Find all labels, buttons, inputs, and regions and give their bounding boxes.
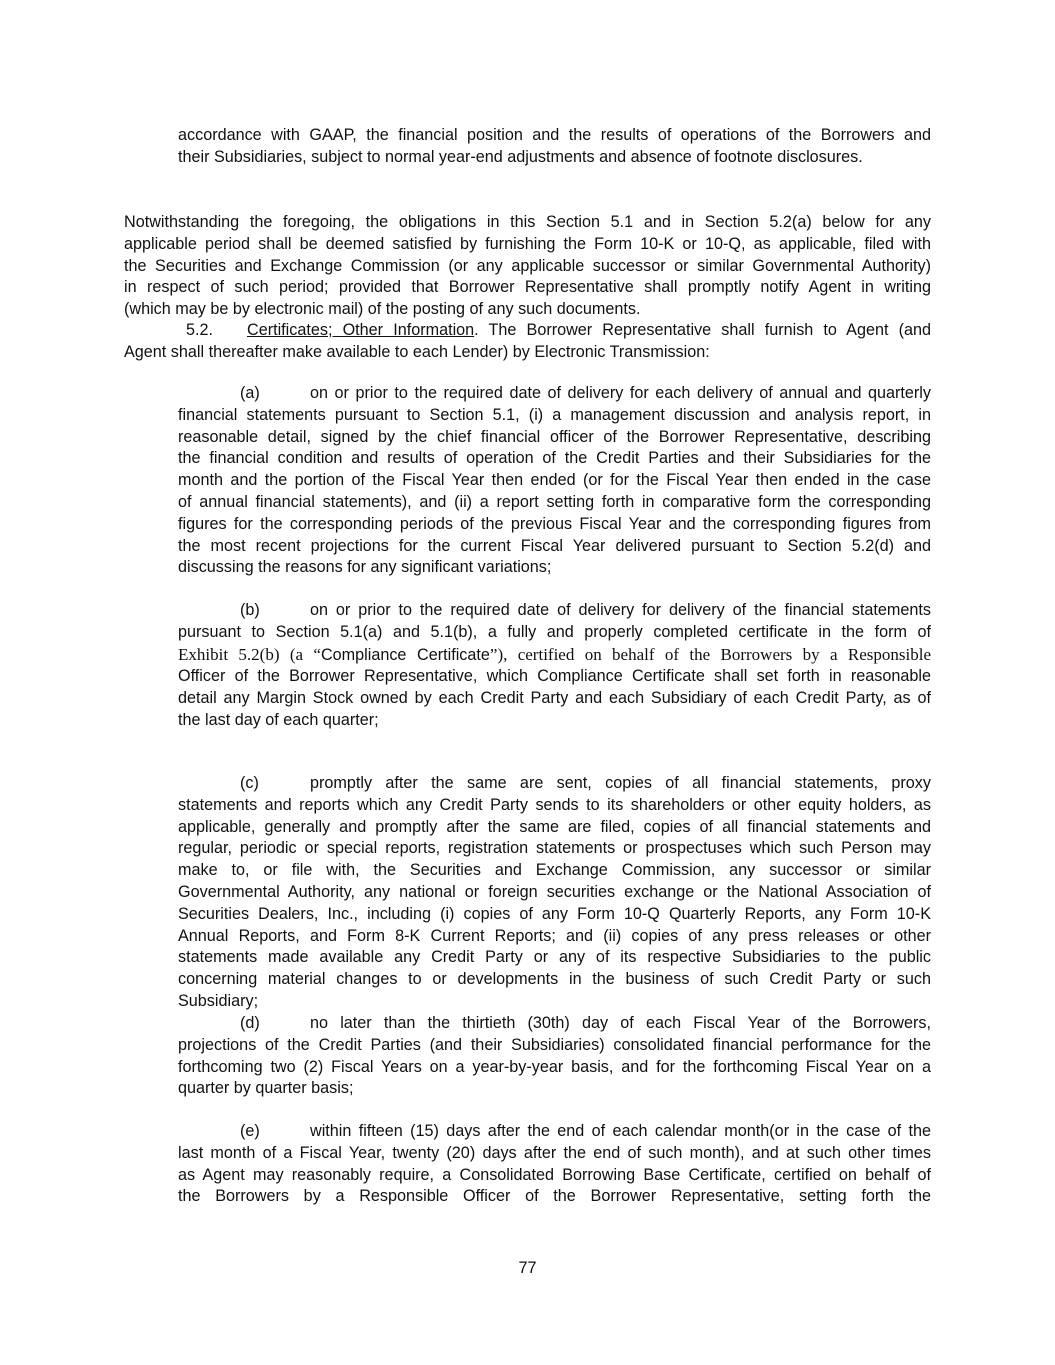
item-e-paragraph [178,1121,931,1208]
text-line: the Borrowers by a Responsible Officer of the Borrower Representative, setting forth the [178,1187,931,1206]
text-line: the Securities and Exchange Commission (or any applicable successor or similar Governmental Authority) [124,256,931,275]
item-first-line [178,773,931,795]
item-first-text: on or prior to the required date of delivery for each delivery of annual and quarterly [310,384,931,402]
text-line: month and the portion of the Fiscal Year then ended (or for the Fiscal Year then ended in the case [178,471,931,490]
exhibit-reference: Exhibit 5.2(b) (a “ [178,644,321,664]
item-first-text: promptly after the same are sent, copies of all financial statements, proxy [310,774,931,792]
text-line: make to, or file with, the Securities and Exchange Commission, any successor or similar [178,861,931,880]
text-line: applicable, generally and promptly after the same are filed, copies of all financial statements and [178,817,931,836]
defined-term: Compliance Certificate [320,645,490,664]
text-line: figures for the corresponding periods of the previous Fiscal Year and the corresponding figures from [178,514,931,533]
item-first-line [178,1013,931,1035]
text-line: Governmental Authority, any national or foreign securities exchange or the National Association of [178,882,931,901]
text-line: concerning material changes to or developments in the business of such Credit Party or such [178,970,931,989]
text-line: regular, periodic or special reports, registration statements or prospectuses which such Person may [178,839,931,858]
exhibit-continuation: ”), certified on behalf of the Borrowers by a Responsible [489,644,931,664]
text-line: pursuant to Section 5.1(a) and 5.1(b), a fully and properly completed certificate in the form of [178,622,931,641]
item-first-text: on or prior to the required date of delivery for delivery of the financial statements [310,601,931,619]
item-first-line [178,383,931,405]
text-line: Agent shall thereafter make available to each Lender) by Electronic Transmission: [124,342,710,361]
text-line: Securities Dealers, Inc., including (i) copies of any Form 10-Q Quarterly Reports, any Form 10-K [178,904,931,923]
text-line: Annual Reports, and Form 8-K Current Reports; and (ii) copies of any press releases or other [178,926,931,945]
section-5-2-paragraph [124,320,931,364]
item-label: (c) [240,774,259,792]
text-line: detail any Margin Stock owned by each Credit Party and each Subsidiary of each Credit Party, as of [178,689,931,708]
item-label: (d) [240,1014,260,1032]
item-b-paragraph [178,600,931,732]
text-line: (which may be by electronic mail) of the posting of any such documents. [124,300,641,319]
text-line: projections of the Credit Parties (and their Subsidiaries) consolidated financial performance for the [178,1035,931,1054]
text-line: the last day of each quarter; [178,710,379,729]
text-line: statements made available any Credit Party or any of its respective Subsidiaries to the public [178,948,931,967]
text-line: the most recent projections for the current Fiscal Year delivered pursuant to Section 5.2(d) and [178,536,931,555]
item-c-paragraph [178,773,931,1013]
item-label: (a) [240,384,260,402]
text-line: last month of a Fiscal Year, twenty (20) days after the end of such month), and at such other times [178,1143,931,1162]
item-first-line [178,600,931,622]
continuation-paragraph [178,125,931,169]
item-first-text: within fifteen (15) days after the end of each calendar month(or in the case of the [310,1122,931,1140]
item-first-text: no later than the thirtieth (30th) day of each Fiscal Year of the Borrowers, [310,1014,931,1032]
text-line: reasonable detail, signed by the chief financial officer of the Borrower Representative, describing [178,427,931,446]
text-line [178,644,931,667]
text-line: discussing the reasons for any significant variations; [178,558,552,577]
text-line: statements and reports which any Credit Party sends to its shareholders or other equity holders, as [178,795,931,814]
text-line: quarter by quarter basis; [178,1079,354,1098]
text-line: financial statements pursuant to Section 5.1, (i) a management discussion and analysis report, in [178,405,931,424]
item-first-line [178,1121,931,1143]
section-number: 5.2. [186,321,214,339]
text-line: the financial condition and results of operation of the Credit Parties and their Subsidiaries for the [178,449,931,468]
notwithstanding-paragraph [124,212,931,321]
section-intro-text: . The Borrower Representative shall furnish to Agent (and [474,321,931,339]
section-title: Certificates; Other Information [247,321,475,339]
text-line: applicable period shall be deemed satisfied by furnishing the Form 10-K or 10-Q, as applicable, filed with [124,234,931,253]
text-line: forthcoming two (2) Fiscal Years on a year-by-year basis, and for the forthcoming Fiscal Year on a [178,1057,931,1076]
text-line: Officer of the Borrower Representative, which Compliance Certificate shall set forth in reasonable [178,667,931,686]
text-line: of annual financial statements), and (ii) a report setting forth in comparative form the corresponding [178,492,931,511]
text-line: accordance with GAAP, the financial position and the results of operations of the Borrowers and [178,126,931,144]
item-label: (b) [240,601,260,619]
item-d-paragraph [178,1013,931,1100]
text-line: Subsidiary; [178,991,259,1010]
text-line: in respect of such period; provided that Borrower Representative shall promptly notify Agent in writing [124,278,931,297]
item-a-paragraph [178,383,931,579]
text-line: their Subsidiaries, subject to normal year-end adjustments and absence of footnote disclosures. [178,147,863,166]
section-heading-line [124,320,931,342]
page-number: 77 [518,1259,537,1277]
text-line: as Agent may reasonably require, a Consolidated Borrowing Base Certificate, certified on behalf of [178,1165,931,1184]
text-line: Notwithstanding the foregoing, the obligations in this Section 5.1 and in Section 5.2(a) below for any [124,213,931,231]
item-label: (e) [240,1122,260,1140]
